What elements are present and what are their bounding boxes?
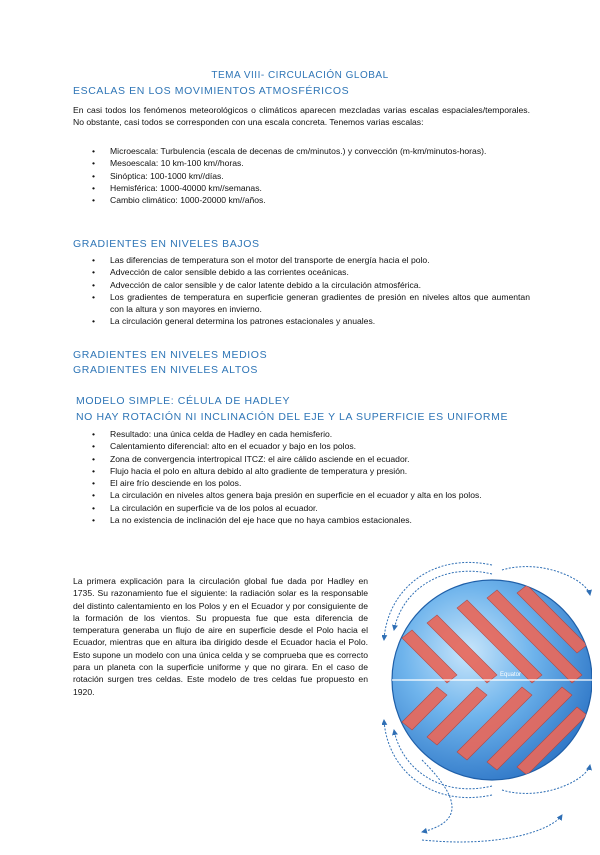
list-item: • Zona de convergencia intertropical ITCZ: el aire cálido asciende en el ecuador.: [110, 453, 530, 465]
globe-illustration: [382, 560, 592, 850]
list-item: • La no existencia de inclinación del eje hace que no haya cambios estacionales.: [110, 514, 530, 526]
list-item: • El aire frío desciende en los polos.: [110, 477, 530, 489]
list-item: • Calentamiento diferencial: alto en el ecuador y bajo en los polos.: [110, 440, 530, 452]
list-item: • Advección de calor sensible debido a las corrientes oceánicas.: [110, 266, 530, 278]
scales-list: [110, 145, 530, 206]
list-item: • Las diferencias de temperatura son el motor del transporte de energía hacia el polo.: [110, 254, 530, 266]
hadley-subheading: NO HAY ROTACIÓN NI INCLINACIÓN DEL EJE Y LA SUPERFICIE ES UNIFORME: [76, 411, 509, 423]
list-item: • Los gradientes de temperatura en superficie generan gradientes de presión en niveles altos que aumentan con la altura y son mayores en invierno.: [110, 291, 530, 316]
list-item: • Sinóptica: 100-1000 km//días.: [110, 170, 530, 182]
list-item: • La circulación en superficie va de los polos al ecuador.: [110, 502, 530, 514]
list-item: • La circulación general determina los patrones estacionales y anuales.: [110, 315, 530, 327]
low-levels-list: [110, 254, 530, 328]
list-item: • Advección de calor sensible y de calor latente debido a la circulación atmosférica.: [110, 279, 530, 291]
hadley-paragraph: La primera explicación para la circulación global fue dada por Hadley en 1735. Su razonamiento fue el siguiente: la radiación solar es la responsable del distinto calentamiento en los Polos y en el Ecuador y por consiguiente de la formación de los vientos. Su propuesta fue que esta diferencia de temperatura generaba un flujo de aire en superficie desde el Polo hacia el Ecuador, mientras que en altura iba dirigido desde el Ecuador hacia el Polo. Esto supone un modelo con una única celda y se comprueba que es correcto para un planeta con la superficie uniforme y que no girara. En el caso de rotación surgen tres celdas. Este modelo de tres celdas fue propuesto en 1920.: [73, 576, 368, 697]
hadley-list: [110, 428, 530, 526]
scales-intro: En casi todos los fenómenos meteorológicos o climáticos aparecen mezcladas varias escalas espaciales/temporales. No obstante, casi todos se corresponden con una escala concreta. Tenemos varias escalas:: [73, 105, 530, 128]
list-item: • Resultado: una única celda de Hadley en cada hemisferio.: [110, 428, 530, 440]
page-title: TEMA VIII- CIRCULACIÓN GLOBAL: [211, 70, 389, 81]
hadley-heading: MODELO SIMPLE: CÉLULA DE HADLEY: [76, 395, 291, 407]
mid-levels-heading: GRADIENTES EN NIVELES MEDIOS: [73, 349, 268, 361]
hadley-cell-figure: [382, 560, 592, 850]
high-levels-heading: GRADIENTES EN NIVELES ALTOS: [73, 364, 259, 376]
list-item: • La circulación en niveles altos genera baja presión en superficie en el ecuador y alta en los polos.: [110, 489, 530, 501]
list-item: • Flujo hacia el polo en altura debido al alto gradiente de temperatura y presión.: [110, 465, 530, 477]
equator-label: Equator: [500, 672, 522, 678]
list-item: • Hemisférica: 1000-40000 km//semanas.: [110, 182, 530, 194]
list-item: • Mesoescala: 10 km-100 km//horas.: [110, 157, 530, 169]
low-levels-heading: GRADIENTES EN NIVELES BAJOS: [73, 238, 260, 250]
list-item: • Cambio climático: 1000-20000 km//años.: [110, 194, 530, 206]
scales-heading: ESCALAS EN LOS MOVIMIENTOS ATMOSFÉRICOS: [73, 85, 350, 97]
list-item: • Microescala: Turbulencia (escala de decenas de cm/minutos.) y convección (m-km/minutos-horas).: [110, 145, 530, 157]
